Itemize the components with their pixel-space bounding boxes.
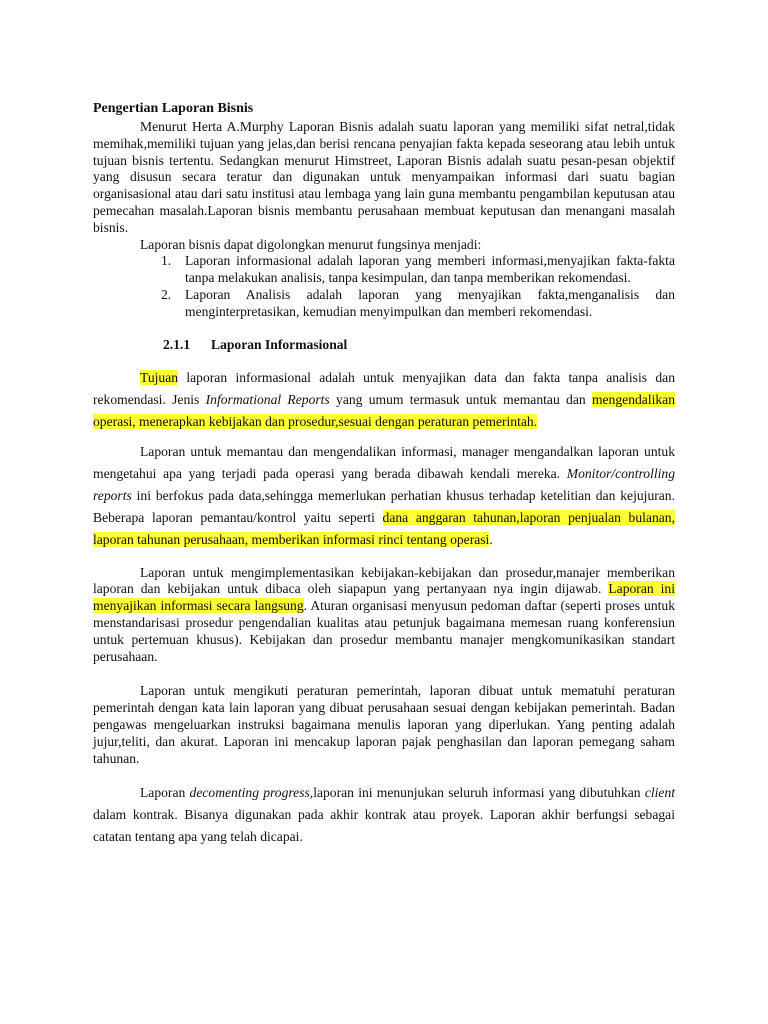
report-type-list [93,253,675,320]
paragraph-monitoring [93,441,675,551]
section-heading [163,336,675,353]
highlighted-text: Laporan ini menyajikan informasi secara langsung [93,581,675,614]
list-number: 2. [161,286,172,302]
section-number: 2.1.1 [163,336,191,352]
paragraph-text: ini berfokus pada data,sehingga memerlukan perhatian khusus terhadap ketelitian dan kejujuran. Beberapa laporan pemantau/kontrol yaitu seperti [93,487,675,525]
paragraph-text: dalam kontrak. Bisanya digunakan pada akhir kontrak atau proyek. Laporan akhir berfungsi sebagai catatan tentang apa yang telah dicapai. [93,807,675,845]
intro-paragraph-2: Laporan bisnis dapat digolongkan menurut fungsinya menjadi: [140,236,482,252]
highlighted-text: dana anggaran tahunan,laporan penjualan bulanan, laporan tahunan perusahaan, memberikan informasi rinci tentang operasi [93,509,675,547]
paragraph-text: laporan ini menunjukan seluruh informasi yang dibutuhkan [313,785,645,801]
paragraph-text: Laporan [140,785,190,801]
section-title: Laporan Informasional [211,336,348,352]
list-item [93,253,675,287]
list-item-text: Laporan informasional adalah laporan yang memberi informasi,menyajikan fakta-fakta tanpa melakukan analisis, tanpa kesimpulan, dan tanpa memberikan rekomendasi. [185,253,675,286]
paragraph-purpose [93,367,675,433]
highlighted-text: Tujuan [140,369,179,385]
italic-term: decomenting progress, [189,785,314,801]
paragraph-regulation: Laporan untuk mengikuti peraturan pemerintah, laporan dibuat untuk mematuhi peraturan pemerintah dengan kata lain laporan yang dibuat perusahaan sesuai dengan kebijakan pemerintah. Badan pengawas mengeluarkan instruksi bagaimana menulis laporan yang diperlukan. Yang penting adalah jujur,teliti, dan akurat. Laporan ini mencakup laporan pajak penghasilan dan laporan pemegang saham tahunan. [93,683,675,766]
paragraph-progress [93,782,675,848]
paragraph-text: . [489,531,493,547]
intro-paragraph-1: Menurut Herta A.Murphy Laporan Bisnis adalah suatu laporan yang memiliki sifat netral,tidak memihak,memiliki tujuan yang jelas,dan berisi rencana penyajian fakta kepada seseorang atau lebih untuk tujuan bisnis tertentu. Sedangkan menurut Himstreet, Laporan Bisnis adalah suatu pesan-pesan objektif yang disusun secara teratur dan digunakan untuk menyampaikan informasi dari suatu bagian organisasional atau dari satu institusi atau lembaga yang lain guna membantu pengambilan keputusan atau pemecahan masalah.Laporan bisnis membantu perusahaan membuat keputusan dan menangani masalah bisnis. [93,119,675,235]
document-body [93,100,675,848]
italic-term: Informational Reports [205,391,330,407]
italic-term: client [644,785,676,801]
list-item-text: Laporan Analisis adalah laporan yang menyajikan fakta,menganalisis dan menginterpretasikan, kemudian menyimpulkan dan memberi rekomendasi. [185,286,675,319]
paragraph-text: Laporan untuk mengimplementasikan kebijakan-kebijakan dan prosedur,manajer memberikan laporan dan kebijakan untuk dibaca oleh siapapun yang pertanyaan nya ingin dijawab. [93,564,675,597]
paragraph-policy [93,565,675,666]
paragraph-text: yang umum termasuk untuk memantau dan [329,391,592,407]
italic-term: Monitor/controlling reports [93,465,675,503]
page-title: Pengertian Laporan Bisnis [93,101,254,116]
paragraph-text: Laporan untuk memantau dan mengendalikan informasi, manager mengandalkan laporan untuk mengetahui apa yang terjadi pada operasi yang berada dibawah kendali mereka. [93,443,675,481]
list-number: 1. [161,253,172,269]
paragraph-text: laporan informasional adalah untuk menyajikan data dan fakta tanpa analisis dan rekomendasi. Jenis [93,369,675,407]
list-item [93,287,675,321]
paragraph-text: . Aturan organisasi menyusun pedoman daftar (seperti proses untuk menstandarisasi prosedur pengendalian kualitas atau petunjuk bagaimana memesan ruang konferensiun untuk pertemuan khusus). Kebijakan dan prosedur membantu manajer mengkomunikasikan standart perusahaan. [93,598,675,664]
highlighted-text: mengendalikan operasi, menerapkan kebijakan dan prosedur,sesuai dengan peraturan pemerintah. [93,391,675,429]
